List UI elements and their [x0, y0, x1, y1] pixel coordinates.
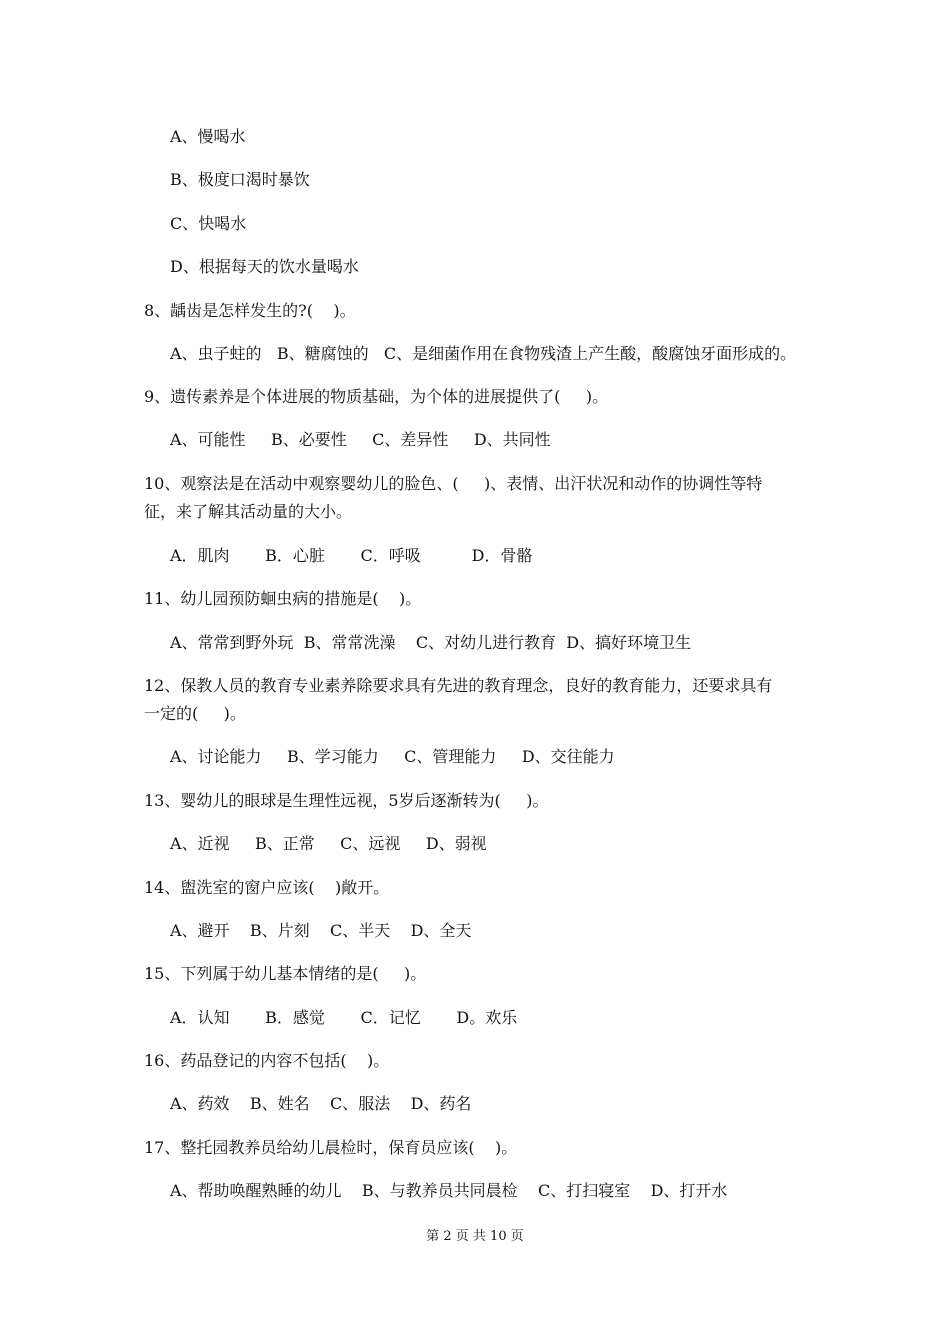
question-15: 15、下列属于幼儿基本情绪的是( )。 — [144, 964, 427, 983]
question-15-options: A．认知 B．感觉 C．记忆 D。欢乐 — [170, 1008, 518, 1027]
question-14-options: A、避开 B、片刻 C、半天 D、全天 — [170, 921, 472, 940]
question-13: 13、婴幼儿的眼球是生理性远视，5岁后逐渐转为( )。 — [144, 791, 549, 810]
question-10-options: A．肌肉 B．心脏 C．呼吸 D．骨骼 — [170, 546, 533, 565]
question-14: 14、盥洗室的窗户应该( )敞开。 — [144, 878, 390, 897]
question-9: 9、遗传素养是个体进展的物质基础，为个体的进展提供了( )。 — [144, 387, 609, 406]
question-11: 11、幼儿园预防蛔虫病的措施是( )。 — [144, 589, 422, 608]
question-12: 12、保教人员的教育专业素养除要求具有先进的教育理念，良好的教育能力，还要求具有 — [144, 676, 773, 695]
question-16: 16、药品登记的内容不包括( )。 — [144, 1051, 390, 1070]
option-line: C、快喝水 — [170, 214, 247, 233]
question-9-options: A、可能性 B、必要性 C、差异性 D、共同性 — [170, 430, 551, 449]
question-10-cont: 征，来了解其活动量的大小。 — [144, 502, 353, 521]
question-12-options: A、讨论能力 B、学习能力 C、管理能力 D、交往能力 — [170, 747, 615, 766]
question-17-options: A、帮助唤醒熟睡的幼儿 B、与教养员共同晨检 C、打扫寝室 D、打开水 — [170, 1181, 728, 1200]
question-17: 17、整托园教养员给幼儿晨检时，保育员应该( )。 — [144, 1138, 518, 1157]
question-11-options: A、常常到野外玩 B、常常洗澡 C、对幼儿进行教育 D、搞好环境卫生 — [170, 633, 692, 652]
option-line: A、慢喝水 — [170, 127, 246, 146]
question-12-cont: 一定的( )。 — [144, 704, 246, 723]
question-8-options: A、虫子蛀的 B、糖腐蚀的 C、是细菌作用在食物残渣上产生酸，酸腐蚀牙面形成的。 — [170, 344, 797, 363]
option-line: B、极度口渴时暴饮 — [170, 170, 310, 189]
question-10: 10、观察法是在活动中观察婴幼儿的脸色、( )、表情、出汗状况和动作的协调性等特 — [144, 474, 763, 493]
page-footer: 第 2 页 共 10 页 — [426, 1229, 524, 1244]
option-line: D、根据每天的饮水量喝水 — [170, 257, 359, 276]
question-16-options: A、药效 B、姓名 C、服法 D、药名 — [170, 1094, 472, 1113]
question-8: 8、龋齿是怎样发生的?( )。 — [144, 301, 356, 320]
question-13-options: A、近视 B、正常 C、远视 D、弱视 — [170, 834, 487, 853]
